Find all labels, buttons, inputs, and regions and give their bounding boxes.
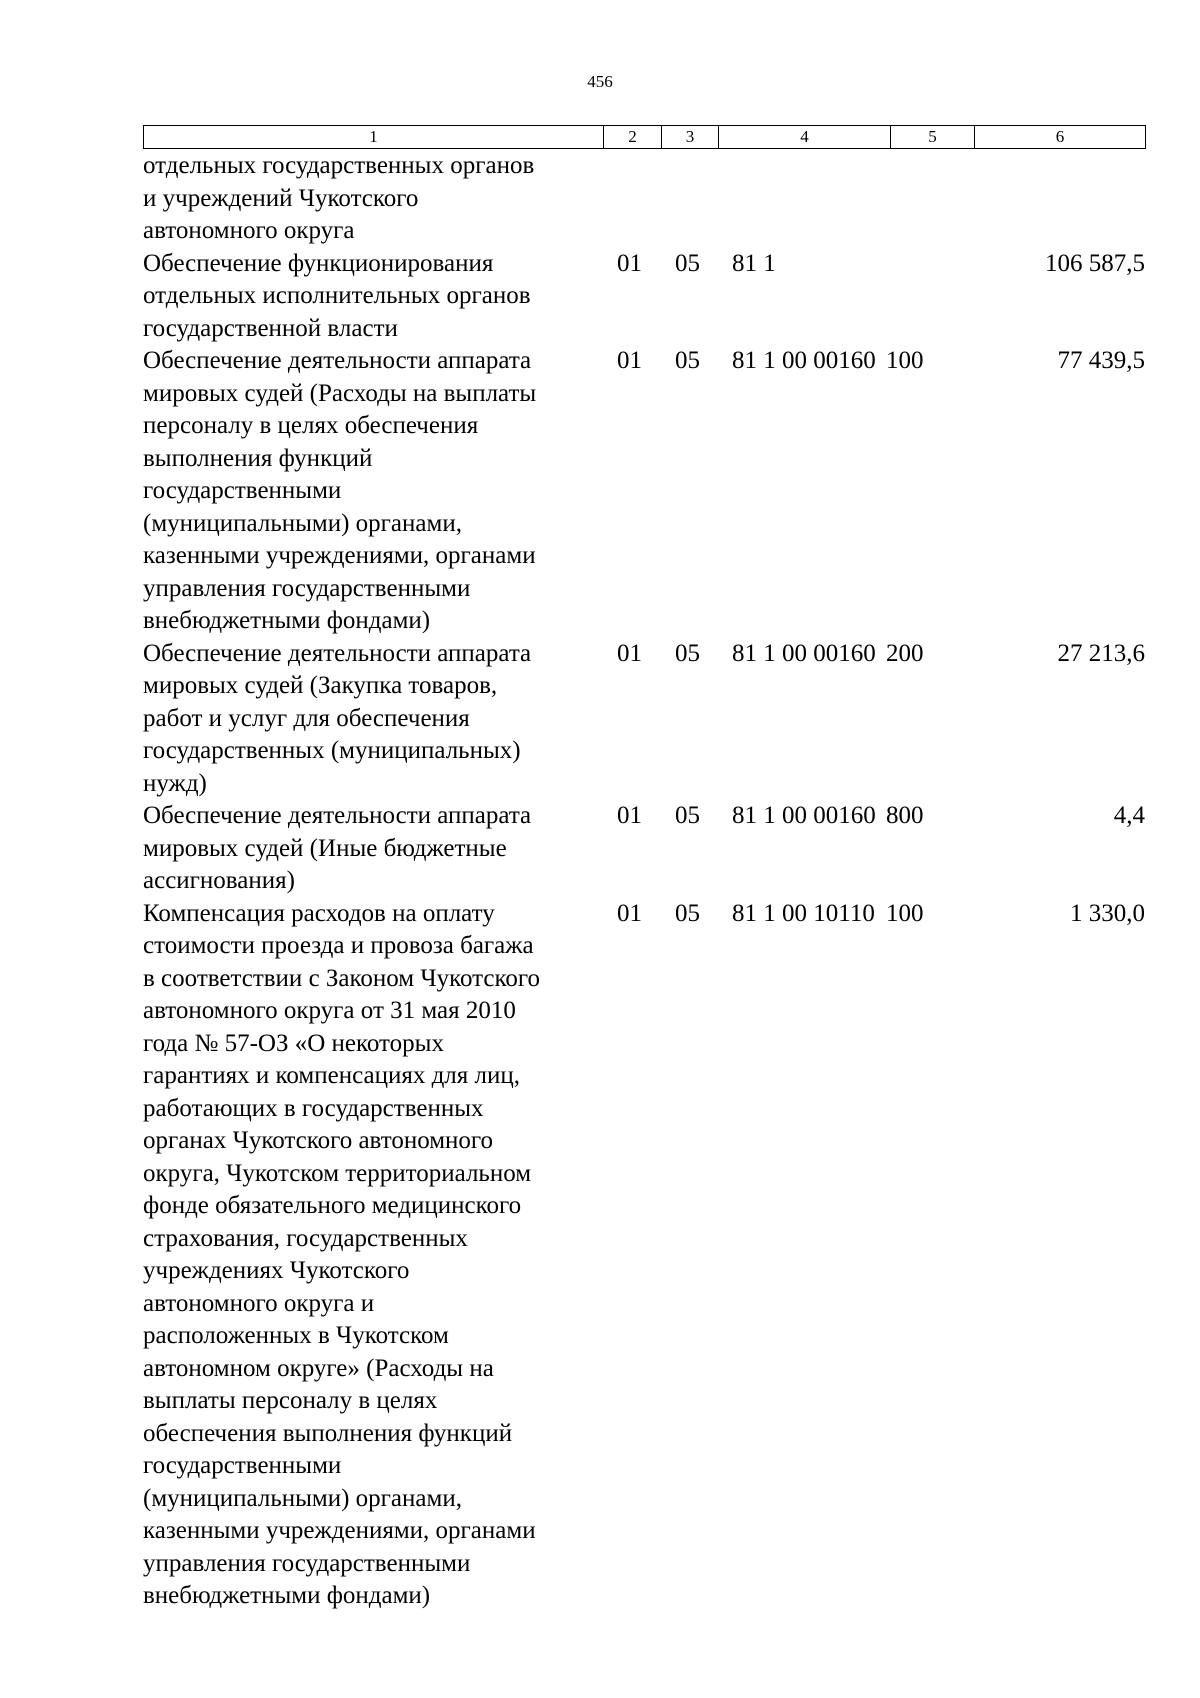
expense-type-code: 100 — [886, 347, 924, 374]
target-article-code: 81 1 — [732, 249, 776, 277]
amount: 27 213,6 — [1057, 639, 1145, 667]
item-name-line: округа, Чукотском территориальном — [143, 1159, 532, 1187]
expense-type-code: 200 — [886, 639, 924, 667]
item-name-line: Компенсация расходов на оплату — [143, 899, 495, 927]
item-name-line: Обеспечение функционирования — [143, 249, 494, 277]
table-row — [143, 248, 1145, 346]
item-name-line: государственными — [143, 1452, 342, 1479]
item-name-line: Обеспечение деятельности аппарата — [143, 639, 532, 667]
item-name — [143, 345, 603, 638]
item-name-line: мировых судей (Расходы на выплаты — [143, 379, 537, 407]
column-header-table — [143, 125, 1146, 149]
amount: 106 587,5 — [1045, 249, 1145, 277]
item-name — [143, 800, 603, 898]
amount: 4,4 — [1113, 802, 1145, 829]
table-row — [143, 638, 1145, 801]
item-name-line: в соответствии с Законом Чукотского — [143, 964, 541, 992]
item-name-line: казенными учреждениями, органами — [143, 1517, 536, 1544]
section-code: 01 — [617, 249, 642, 277]
subsection-code: 05 — [675, 802, 700, 829]
item-name-line: внебюджетными фондами) — [143, 1582, 431, 1609]
column-header-5: 5 — [891, 126, 975, 149]
table-row — [143, 345, 1145, 638]
amount: 77 439,5 — [1057, 347, 1145, 374]
column-header-4: 4 — [719, 126, 891, 149]
item-name-line: мировых судей (Иные бюджетные — [143, 834, 507, 862]
column-header-2: 2 — [604, 126, 662, 149]
item-name-line: нужд) — [143, 769, 207, 797]
item-name-line: Обеспечение деятельности аппарата — [143, 802, 532, 829]
item-name-line: мировых судей (Закупка товаров, — [143, 672, 498, 699]
item-name-line: государственной власти — [143, 314, 398, 342]
item-name-line: работающих в государственных — [143, 1094, 484, 1122]
item-name — [143, 638, 603, 801]
expense-type-code: 800 — [886, 802, 924, 829]
item-name-line: управления государственными — [143, 1549, 471, 1577]
item-name-line: автономного округа — [143, 217, 355, 244]
subsection-code: 05 — [675, 249, 700, 277]
item-name-line: отдельных государственных органов — [143, 152, 535, 179]
item-name-line: ассигнования) — [143, 867, 295, 894]
subsection-code: 05 — [675, 347, 700, 374]
expense-type-code: 100 — [886, 899, 924, 927]
column-header-row — [144, 126, 1146, 149]
item-name-line: внебюджетными фондами) — [143, 607, 431, 634]
item-name-line: года № 57-ОЗ «О некоторых — [143, 1029, 444, 1057]
item-name-line: отдельных исполнительных органов — [143, 282, 531, 309]
section-code: 01 — [617, 639, 642, 667]
item-name-line: расположенных в Чукотском — [143, 1322, 449, 1349]
item-name-line: гарантиях и компенсациях для лиц, — [143, 1062, 521, 1089]
column-header-6: 6 — [975, 126, 1146, 149]
target-article-code: 81 1 00 00160 — [732, 639, 876, 667]
item-name-line: автономного округа от 31 мая 2010 — [143, 997, 516, 1024]
item-name-line: выполнения функций — [143, 444, 373, 472]
target-article-code: 81 1 00 00160 — [732, 802, 876, 829]
page-number: 456 — [587, 72, 613, 91]
item-name-line: фонде обязательного медицинского — [143, 1192, 522, 1219]
section-code: 01 — [617, 347, 642, 374]
item-name-line: (муниципальными) органами, — [143, 509, 462, 537]
item-name-line: персоналу в целях обеспечения — [143, 412, 479, 439]
item-name-line: обеспечения выполнения функций — [143, 1419, 513, 1447]
subsection-code: 05 — [675, 639, 700, 667]
item-name-line: казенными учреждениями, органами — [143, 542, 536, 569]
subsection-code: 05 — [675, 899, 700, 927]
item-name — [143, 898, 603, 1613]
item-name-line: (муниципальными) органами, — [143, 1484, 462, 1512]
column-header-3: 3 — [662, 126, 719, 149]
item-name-line: работ и услуг для обеспечения — [143, 704, 470, 732]
column-header-1: 1 — [144, 126, 604, 149]
item-name — [143, 150, 603, 248]
table-row — [143, 150, 1145, 248]
item-name-line: автономного округа и — [143, 1289, 375, 1317]
table-row — [143, 800, 1145, 898]
item-name-line: государственными — [143, 477, 342, 504]
item-name-line: управления государственными — [143, 574, 471, 602]
section-code: 01 — [617, 802, 642, 829]
amount: 1 330,0 — [1070, 899, 1145, 927]
item-name-line: и учреждений Чукотского — [143, 184, 419, 212]
item-name-line: учреждениях Чукотского — [143, 1257, 410, 1284]
item-name-line: выплаты персоналу в целях — [143, 1387, 438, 1414]
item-name-line: органах Чукотского автономного — [143, 1127, 494, 1154]
item-name-line: страхования, государственных — [143, 1224, 468, 1252]
section-code: 01 — [617, 899, 642, 927]
target-article-code: 81 1 00 00160 — [732, 347, 876, 374]
item-name-line: стоимости проезда и провоза багажа — [143, 932, 534, 959]
item-name — [143, 248, 603, 346]
item-name-line: Обеспечение деятельности аппарата — [143, 347, 532, 374]
item-name-line: государственных (муниципальных) — [143, 737, 521, 764]
table-row — [143, 898, 1145, 1613]
budget-table-body — [143, 150, 1145, 1613]
target-article-code: 81 1 00 10110 — [732, 899, 875, 927]
item-name-line: автономном округе» (Расходы на — [143, 1354, 494, 1382]
